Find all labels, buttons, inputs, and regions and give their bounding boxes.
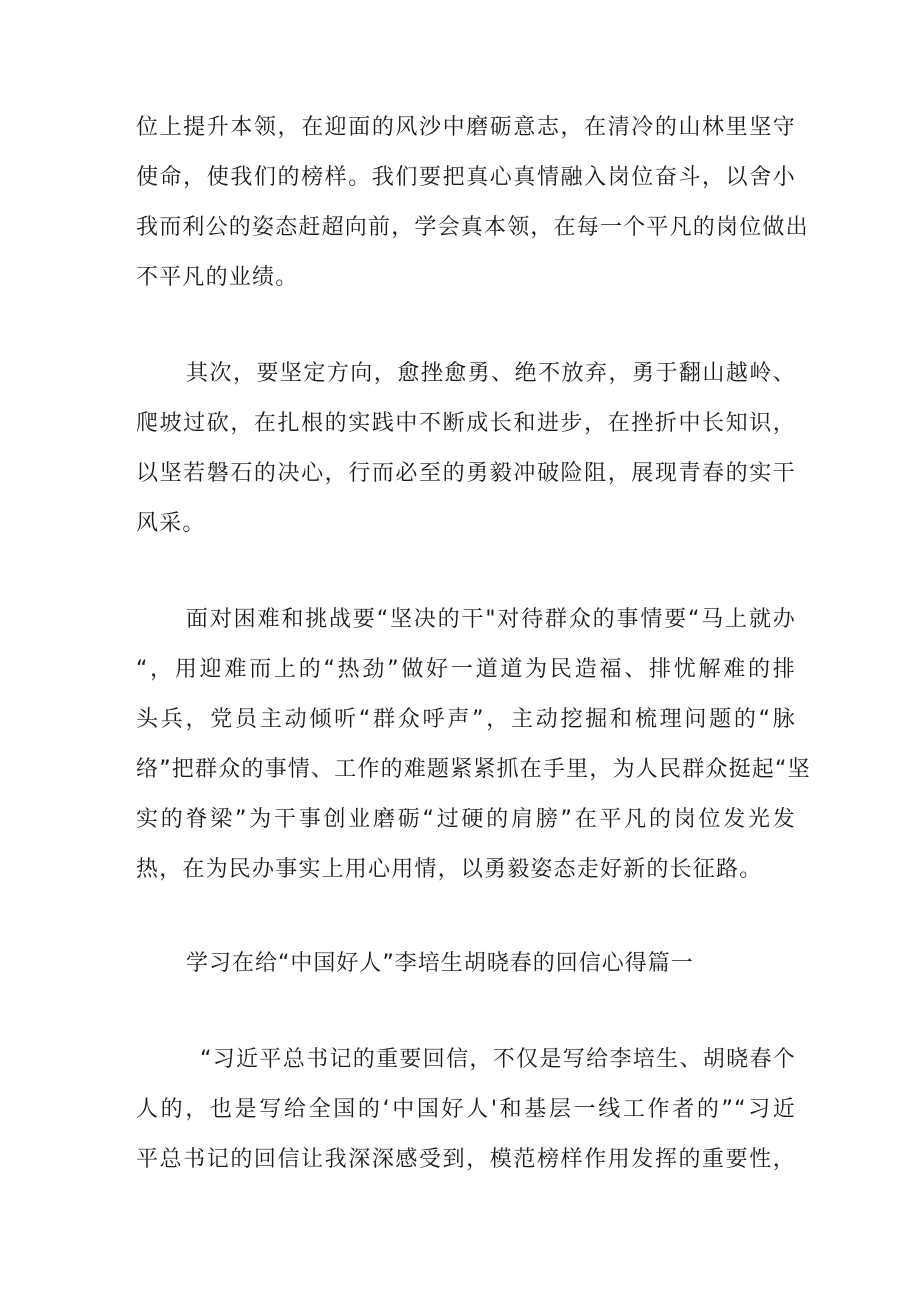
paragraph-line: 位上提升本领，在迎面的风沙中磨砺意志，在清冷的山林里坚守 [136, 115, 796, 140]
section-heading: 学习在给“中国好人”李培生胡晓春的回信心得篇一 [186, 951, 694, 976]
paragraph-line: 以坚若磐石的决心，行而必至的勇毅冲破险阻，展现青春的实干 [136, 461, 796, 486]
paragraph-line: 热，在为民办事实上用心用情，以勇毅姿态走好新的长征路。 [136, 857, 763, 882]
paragraph-line: 不平凡的业绩。 [136, 265, 299, 290]
paragraph-line: 其次，要坚定方向，愈挫愈勇、绝不放弃，勇于翻山越岭、 [186, 361, 796, 386]
paragraph-line: 平总书记的回信让我深深感受到，模范榜样作用发挥的重要性， [136, 1147, 796, 1172]
paragraph-line: “习近平总书记的重要回信，不仅是写给李培生、胡晓春个 [200, 1047, 796, 1072]
paragraph-line: 头兵，党员主动倾听“群众呼声”，主动挖掘和梳理问题的“脉 [136, 707, 796, 732]
paragraph-line: 络”把群众的事情、工作的难题紧紧抓在手里，为人民群众挺起“坚 [136, 757, 811, 782]
paragraph-line: 我而利公的姿态赶超向前，学会真本领，在每一个平凡的岗位做出 [136, 215, 809, 240]
paragraph-line: 爬坡过砍，在扎根的实践中不断成长和进步，在挫折中长知识， [136, 411, 796, 436]
paragraph-line: 实的脊梁”为干事创业磨砺“过硬的肩膀”在平凡的岗位发光发 [136, 807, 796, 832]
paragraph-line: 人的，也是写给全国的‘中国好人'和基层一线工作者的”“习近 [136, 1097, 796, 1122]
paragraph-line: 面对困难和挑战要“坚决的干"对待群众的事情要“马上就办 [186, 607, 796, 632]
paragraph-line: 使命，使我们的榜样。我们要把真心真情融入岗位奋斗，以舍小 [136, 165, 796, 190]
paragraph-line: 风采。 [136, 511, 206, 536]
paragraph-line: “，用迎难而上的“热劲”做好一道道为民造福、排忧解难的排 [136, 657, 796, 682]
